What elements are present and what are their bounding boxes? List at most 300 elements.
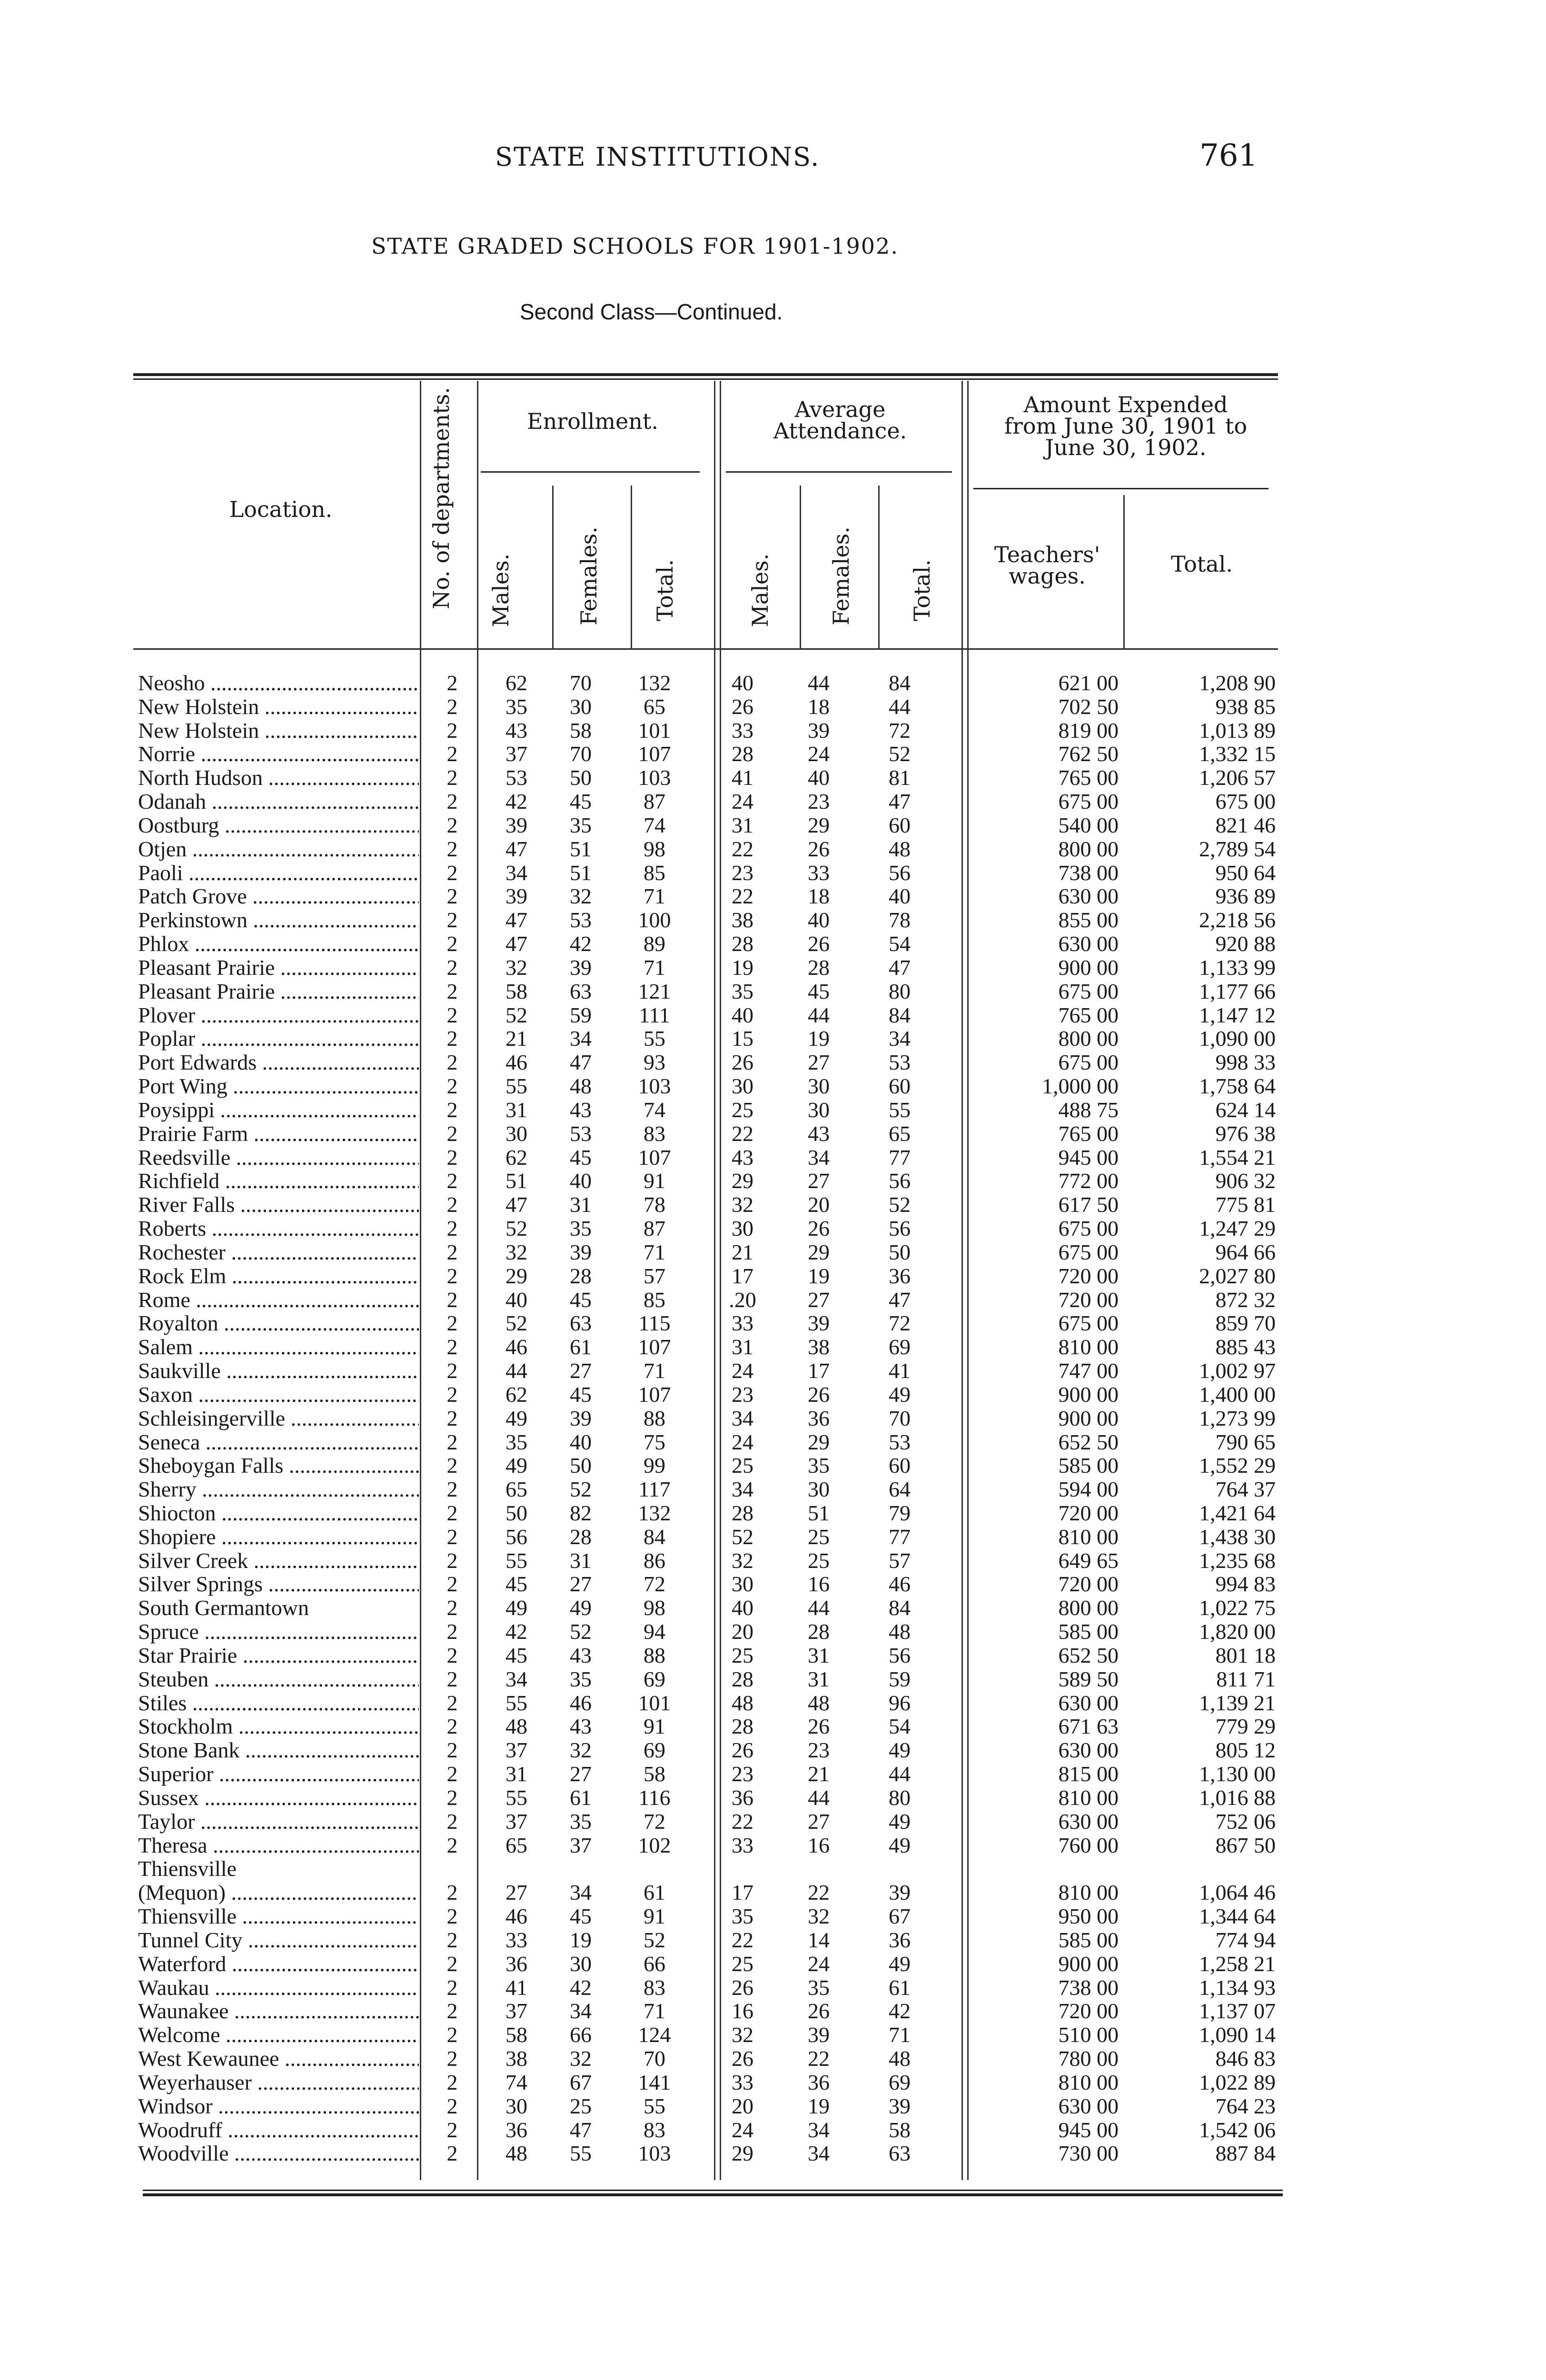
cell-at: 72 bbox=[889, 718, 911, 743]
cell-et: 55 bbox=[644, 2093, 665, 2118]
cell-ef: 32 bbox=[570, 1738, 592, 1763]
cell-total: 1,235 68 bbox=[1199, 1548, 1276, 1573]
cell-am: 41 bbox=[732, 765, 753, 790]
cell-dep: 2 bbox=[446, 1975, 458, 2000]
cell-am: 15 bbox=[732, 1026, 753, 1051]
cell-tw: 772 00 bbox=[1058, 1169, 1119, 1193]
cell-em: 35 bbox=[505, 694, 527, 719]
cell-tw: 510 00 bbox=[1058, 2023, 1119, 2047]
cell-am: 30 bbox=[732, 1216, 753, 1241]
cell-tw: 652 50 bbox=[1058, 1429, 1119, 1454]
cell-ef: 34 bbox=[570, 1999, 592, 2023]
cell-dep: 2 bbox=[446, 2070, 458, 2094]
cell-em: 39 bbox=[505, 884, 527, 909]
cell-tw: 617 50 bbox=[1058, 1192, 1119, 1217]
cell-tw: 760 00 bbox=[1058, 1833, 1119, 1857]
cell-et: 84 bbox=[644, 1524, 665, 1549]
cell-em: 50 bbox=[505, 1500, 527, 1525]
cell-et: 88 bbox=[644, 1406, 665, 1430]
cell-tw: 900 00 bbox=[1058, 955, 1119, 980]
cell-total: 2,789 54 bbox=[1199, 836, 1276, 861]
cell-et: 98 bbox=[644, 836, 665, 861]
cell-at: 48 bbox=[889, 2046, 911, 2071]
cell-location: Stone Bank ..... bbox=[138, 1738, 419, 1762]
cell-dep: 2 bbox=[446, 908, 458, 932]
cell-ef: 27 bbox=[570, 1572, 592, 1597]
cell-tw: 900 00 bbox=[1058, 1382, 1119, 1407]
cell-at: 63 bbox=[889, 2141, 911, 2166]
cell-af: 26 bbox=[808, 836, 830, 861]
cell-location: Sheboygan Falls ..... bbox=[138, 1454, 419, 1478]
cell-et: 101 bbox=[638, 718, 671, 743]
cell-total: 775 81 bbox=[1215, 1192, 1276, 1217]
cell-tw: 585 00 bbox=[1058, 1619, 1119, 1644]
col-rule-teachers bbox=[1123, 495, 1125, 650]
cell-total: 805 12 bbox=[1215, 1738, 1276, 1763]
cell-at: 60 bbox=[889, 813, 911, 837]
cell-tw: 945 00 bbox=[1058, 1145, 1119, 1170]
cell-total: 774 94 bbox=[1215, 1927, 1276, 1952]
cell-am: 25 bbox=[732, 1097, 753, 1122]
cell-et: 58 bbox=[644, 1762, 665, 1786]
cell-at: 34 bbox=[889, 1026, 911, 1051]
cell-dep: 2 bbox=[446, 1904, 458, 1929]
table-row bbox=[138, 2023, 1280, 2047]
cell-ef: 47 bbox=[570, 1050, 592, 1075]
cell-af: 34 bbox=[808, 2117, 830, 2142]
table-row bbox=[138, 884, 1280, 908]
cell-et: 103 bbox=[638, 1074, 671, 1099]
cell-et: 72 bbox=[644, 1809, 665, 1834]
cell-et: 71 bbox=[644, 1999, 665, 2023]
cell-af: 23 bbox=[808, 789, 830, 814]
cell-ef: 43 bbox=[570, 1714, 592, 1739]
cell-location: Thiensville bbox=[138, 1857, 237, 1881]
cell-total: 906 32 bbox=[1215, 1169, 1276, 1193]
cell-at: 49 bbox=[889, 1951, 911, 1976]
cell-location: Phlox ..... bbox=[138, 932, 419, 956]
cell-et: 78 bbox=[644, 1192, 665, 1217]
cell-em: 58 bbox=[505, 2023, 527, 2047]
table-row bbox=[138, 1857, 1280, 1881]
cell-total: 964 66 bbox=[1215, 1240, 1276, 1264]
cell-em: 36 bbox=[505, 1951, 527, 1976]
cell-ef: 30 bbox=[570, 1951, 592, 1976]
cell-af: 30 bbox=[808, 1074, 830, 1099]
cell-et: 75 bbox=[644, 1429, 665, 1454]
cell-dep: 2 bbox=[446, 2117, 458, 2142]
cell-em: 53 bbox=[505, 765, 527, 790]
cell-dep: 2 bbox=[446, 1263, 458, 1288]
cell-total: 1,542 06 bbox=[1199, 2117, 1276, 2142]
col-rule-att-females bbox=[878, 486, 880, 650]
cell-dep: 2 bbox=[446, 742, 458, 766]
table-row bbox=[138, 1003, 1280, 1027]
cell-total: 790 65 bbox=[1215, 1429, 1276, 1454]
cell-am: 28 bbox=[732, 1500, 753, 1525]
attendance-subrule bbox=[726, 471, 952, 473]
cell-em: 55 bbox=[505, 1690, 527, 1715]
cell-am: 35 bbox=[732, 979, 753, 1003]
cell-am: 26 bbox=[732, 1050, 753, 1075]
cell-ef: 48 bbox=[570, 1074, 592, 1099]
top-rule-thick bbox=[133, 373, 1278, 376]
table-row bbox=[138, 1667, 1280, 1691]
cell-ef: 67 bbox=[570, 2070, 592, 2094]
cell-at: 40 bbox=[889, 884, 911, 909]
cell-et: 98 bbox=[644, 1596, 665, 1620]
cell-et: 132 bbox=[638, 671, 671, 695]
cell-em: 30 bbox=[505, 2093, 527, 2118]
cell-af: 19 bbox=[808, 2093, 830, 2118]
table-row bbox=[138, 1786, 1280, 1810]
col-header-average-1: Average bbox=[794, 397, 886, 422]
cell-af: 27 bbox=[808, 1287, 830, 1312]
cell-location: Norrie ..... bbox=[138, 742, 419, 766]
cell-dep: 2 bbox=[446, 718, 458, 743]
cell-em: 31 bbox=[505, 1762, 527, 1786]
cell-location: Neosho ..... bbox=[138, 671, 419, 695]
cell-location: Taylor ..... bbox=[138, 1810, 419, 1834]
top-rule-thin bbox=[133, 378, 1278, 380]
cell-tw: 800 00 bbox=[1058, 836, 1119, 861]
cell-am: 20 bbox=[732, 1619, 753, 1644]
table-row bbox=[138, 1834, 1280, 1857]
cell-am: 26 bbox=[732, 1975, 753, 2000]
cell-location: Pleasant Prairie ..... bbox=[138, 980, 419, 1003]
cell-tw: 585 00 bbox=[1058, 1927, 1119, 1952]
cell-total: 1,133 99 bbox=[1199, 955, 1276, 980]
table-row bbox=[138, 1644, 1280, 1667]
cell-ef: 53 bbox=[570, 1121, 592, 1146]
cell-at: 46 bbox=[889, 1572, 911, 1597]
cell-ef: 35 bbox=[570, 813, 592, 837]
cell-et: 111 bbox=[639, 1002, 670, 1027]
cell-am: 32 bbox=[732, 1192, 753, 1217]
cell-em: 47 bbox=[505, 1192, 527, 1217]
cell-am: 24 bbox=[732, 1429, 753, 1454]
cell-et: 87 bbox=[644, 1216, 665, 1241]
col-header-att-total: Total. bbox=[909, 559, 935, 622]
cell-tw: 810 00 bbox=[1058, 2070, 1119, 2094]
cell-at: 77 bbox=[889, 1145, 911, 1170]
cell-tw: 945 00 bbox=[1058, 2117, 1119, 2142]
cell-at: 39 bbox=[889, 1880, 911, 1905]
cell-em: 46 bbox=[505, 1050, 527, 1075]
col-header-enroll-females: Females. bbox=[576, 526, 602, 625]
cell-total: 1,206 57 bbox=[1199, 765, 1276, 790]
cell-dep: 2 bbox=[446, 1762, 458, 1786]
cell-af: 51 bbox=[808, 1500, 830, 1525]
cell-et: 61 bbox=[644, 1880, 665, 1905]
cell-location: Steuben ..... bbox=[138, 1667, 419, 1691]
cell-am: 33 bbox=[732, 1311, 753, 1336]
cell-total: 675 00 bbox=[1215, 789, 1276, 814]
cell-af: 29 bbox=[808, 1240, 830, 1264]
cell-am: 33 bbox=[732, 2070, 753, 2094]
cell-location: Poplar ..... bbox=[138, 1027, 419, 1051]
cell-dep: 2 bbox=[446, 1002, 458, 1027]
cell-dep: 2 bbox=[446, 1359, 458, 1383]
cell-at: 36 bbox=[889, 1263, 911, 1288]
table-row bbox=[138, 1217, 1280, 1240]
cell-at: 49 bbox=[889, 1833, 911, 1857]
cell-tw: 630 00 bbox=[1058, 1738, 1119, 1763]
cell-dep: 2 bbox=[446, 1690, 458, 1715]
cell-am: 22 bbox=[732, 1121, 753, 1146]
cell-em: 33 bbox=[505, 1927, 527, 1952]
cell-at: 84 bbox=[889, 671, 911, 695]
table-row bbox=[138, 813, 1280, 837]
cell-at: 47 bbox=[889, 1287, 911, 1312]
cell-at: 53 bbox=[889, 1429, 911, 1454]
col-header-enroll-males: Males. bbox=[488, 553, 514, 627]
cell-location: Waunakee ..... bbox=[138, 1999, 419, 2023]
cell-tw: 762 50 bbox=[1058, 742, 1119, 766]
cell-ef: 52 bbox=[570, 1477, 592, 1502]
cell-ef: 35 bbox=[570, 1666, 592, 1691]
cell-at: 60 bbox=[889, 1453, 911, 1478]
cell-location: West Kewaunee ..... bbox=[138, 2047, 419, 2071]
cell-location: Plover ..... bbox=[138, 1003, 419, 1027]
cell-et: 88 bbox=[644, 1643, 665, 1667]
cell-total: 920 88 bbox=[1215, 932, 1276, 956]
cell-ef: 39 bbox=[570, 1406, 592, 1430]
cell-at: 72 bbox=[889, 1311, 911, 1336]
cell-af: 39 bbox=[808, 718, 830, 743]
cell-em: 74 bbox=[505, 2070, 527, 2094]
cell-af: 36 bbox=[808, 1406, 830, 1430]
cell-et: 52 bbox=[644, 1927, 665, 1952]
cell-tw: 950 00 bbox=[1058, 1904, 1119, 1929]
cell-location: Royalton ..... bbox=[138, 1311, 419, 1335]
table-row bbox=[138, 1572, 1280, 1596]
cell-et: 91 bbox=[644, 1714, 665, 1739]
cell-location: Roberts ..... bbox=[138, 1217, 419, 1240]
cell-location: Rock Elm ..... bbox=[138, 1264, 419, 1288]
cell-at: 65 bbox=[889, 1121, 911, 1146]
cell-tw: 675 00 bbox=[1058, 1050, 1119, 1075]
cell-af: 29 bbox=[808, 813, 830, 837]
cell-ef: 32 bbox=[570, 884, 592, 909]
cell-em: 39 bbox=[505, 813, 527, 837]
cell-total: 1,421 64 bbox=[1199, 1500, 1276, 1525]
cell-location: Paoli ..... bbox=[138, 861, 419, 885]
cell-tw: 540 00 bbox=[1058, 813, 1119, 837]
table-row bbox=[138, 742, 1280, 766]
cell-af: 22 bbox=[808, 2046, 830, 2071]
cell-ef: 35 bbox=[570, 1809, 592, 1834]
table-row bbox=[138, 1407, 1280, 1430]
cell-af: 24 bbox=[808, 742, 830, 766]
cell-total: 764 37 bbox=[1215, 1477, 1276, 1502]
cell-tw: 815 00 bbox=[1058, 1762, 1119, 1786]
cell-am: 22 bbox=[732, 1927, 753, 1952]
cell-at: 77 bbox=[889, 1524, 911, 1549]
cell-af: 40 bbox=[808, 765, 830, 790]
bottom-rule-thin bbox=[143, 2190, 1283, 2191]
cell-ef: 43 bbox=[570, 1643, 592, 1667]
cell-total: 1,147 12 bbox=[1199, 1002, 1276, 1027]
cell-et: 107 bbox=[638, 742, 671, 766]
cell-tw: 630 00 bbox=[1058, 1809, 1119, 1834]
cell-total: 872 32 bbox=[1215, 1287, 1276, 1312]
cell-total: 1,013 89 bbox=[1199, 718, 1276, 743]
table-row bbox=[138, 1264, 1280, 1288]
cell-total: 2,218 56 bbox=[1199, 908, 1276, 932]
bottom-rule-thick bbox=[143, 2193, 1283, 2196]
cell-dep: 2 bbox=[446, 1643, 458, 1667]
cell-total: 1,016 88 bbox=[1199, 1785, 1276, 1810]
cell-at: 53 bbox=[889, 1050, 911, 1075]
cell-total: 811 71 bbox=[1216, 1666, 1276, 1691]
cell-et: 117 bbox=[638, 1477, 671, 1502]
cell-ef: 35 bbox=[570, 1216, 592, 1241]
cell-em: 56 bbox=[505, 1524, 527, 1549]
cell-em: 36 bbox=[505, 2117, 527, 2142]
cell-af: 32 bbox=[808, 1904, 830, 1929]
cell-ef: 63 bbox=[570, 979, 592, 1003]
cell-at: 42 bbox=[889, 1999, 911, 2023]
cell-at: 36 bbox=[889, 1927, 911, 1952]
table-row bbox=[138, 1810, 1280, 1834]
cell-location: Woodville ..... bbox=[138, 2142, 419, 2165]
cell-af: 34 bbox=[808, 1145, 830, 1170]
cell-af: 44 bbox=[808, 1785, 830, 1810]
cell-em: 52 bbox=[505, 1216, 527, 1241]
cell-total: 1,344 64 bbox=[1199, 1904, 1276, 1929]
cell-total: 1,137 07 bbox=[1199, 1999, 1276, 2023]
cell-am: .20 bbox=[729, 1287, 756, 1312]
col-header-enrollment: Enrollment. bbox=[527, 408, 658, 434]
cell-tw: 810 00 bbox=[1058, 1335, 1119, 1359]
table-row bbox=[138, 1074, 1280, 1098]
cell-location: Welcome ..... bbox=[138, 2023, 419, 2047]
cell-at: 49 bbox=[889, 1382, 911, 1407]
cell-location: Sherry ..... bbox=[138, 1478, 419, 1501]
table-row bbox=[138, 1383, 1280, 1407]
cell-am: 22 bbox=[732, 836, 753, 861]
table-row bbox=[138, 1691, 1280, 1715]
cell-af: 26 bbox=[808, 1382, 830, 1407]
cell-et: 70 bbox=[644, 2046, 665, 2071]
cell-em: 55 bbox=[505, 1548, 527, 1573]
cell-at: 56 bbox=[889, 860, 911, 885]
cell-dep: 2 bbox=[446, 2046, 458, 2071]
cell-at: 67 bbox=[889, 1904, 911, 1929]
cell-dep: 2 bbox=[446, 1145, 458, 1170]
cell-et: 99 bbox=[644, 1453, 665, 1478]
cell-location: Seneca ..... bbox=[138, 1430, 419, 1454]
cell-et: 85 bbox=[644, 860, 665, 885]
table-row bbox=[138, 956, 1280, 980]
cell-ef: 61 bbox=[570, 1785, 592, 1810]
cell-location: Rome ..... bbox=[138, 1288, 419, 1312]
cell-ef: 51 bbox=[570, 836, 592, 861]
cell-dep: 2 bbox=[446, 1927, 458, 1952]
cell-location: River Falls ..... bbox=[138, 1193, 419, 1217]
cell-dep: 2 bbox=[446, 932, 458, 956]
cell-am: 17 bbox=[732, 1880, 753, 1905]
table-row bbox=[138, 719, 1280, 743]
cell-et: 101 bbox=[638, 1690, 671, 1715]
cell-af: 27 bbox=[808, 1809, 830, 1834]
cell-at: 69 bbox=[889, 2070, 911, 2094]
cell-af: 31 bbox=[808, 1666, 830, 1691]
cell-location: Woodruff ..... bbox=[138, 2118, 419, 2142]
cell-location: Prairie Farm ..... bbox=[138, 1122, 419, 1146]
table-row bbox=[138, 932, 1280, 956]
cell-location: Shiocton ..... bbox=[138, 1501, 419, 1525]
cell-em: 49 bbox=[505, 1596, 527, 1620]
cell-em: 62 bbox=[505, 1382, 527, 1407]
cell-et: 89 bbox=[644, 932, 665, 956]
cell-am: 33 bbox=[732, 1833, 753, 1857]
cell-af: 36 bbox=[808, 2070, 830, 2094]
col-header-amount-1: Amount Expended bbox=[1023, 392, 1228, 417]
cell-total: 801 18 bbox=[1215, 1643, 1276, 1667]
cell-ef: 39 bbox=[570, 1240, 592, 1264]
cell-am: 30 bbox=[732, 1572, 753, 1597]
cell-et: 132 bbox=[638, 1500, 671, 1525]
table-row bbox=[138, 1027, 1280, 1051]
cell-total: 1,554 21 bbox=[1199, 1145, 1276, 1170]
cell-total: 936 89 bbox=[1215, 884, 1276, 909]
cell-em: 29 bbox=[505, 1263, 527, 1288]
cell-tw: 738 00 bbox=[1058, 1975, 1119, 2000]
cell-dep: 2 bbox=[446, 1619, 458, 1644]
table-row bbox=[138, 1193, 1280, 1217]
cell-total: 1,273 99 bbox=[1199, 1406, 1276, 1430]
cell-location: Port Wing ..... bbox=[138, 1074, 419, 1098]
cell-em: 62 bbox=[505, 1145, 527, 1170]
cell-et: 74 bbox=[644, 1097, 665, 1122]
cell-ef: 52 bbox=[570, 1619, 592, 1644]
cell-et: 83 bbox=[644, 2117, 665, 2142]
cell-at: 60 bbox=[889, 1074, 911, 1099]
cell-af: 39 bbox=[808, 1311, 830, 1336]
cell-am: 30 bbox=[732, 1074, 753, 1099]
cell-ef: 34 bbox=[570, 1026, 592, 1051]
cell-dep: 2 bbox=[446, 765, 458, 790]
cell-total: 1,139 21 bbox=[1199, 1690, 1276, 1715]
cell-em: 31 bbox=[505, 1097, 527, 1122]
cell-ef: 63 bbox=[570, 1311, 592, 1336]
cell-ef: 49 bbox=[570, 1596, 592, 1620]
cell-location: Poysippi ..... bbox=[138, 1098, 419, 1122]
cell-ef: 32 bbox=[570, 2046, 592, 2071]
cell-tw: 738 00 bbox=[1058, 860, 1119, 885]
cell-dep: 2 bbox=[446, 1999, 458, 2023]
table-body bbox=[138, 671, 1280, 2165]
col-header-location: Location. bbox=[229, 496, 333, 522]
cell-dep: 2 bbox=[446, 1809, 458, 1834]
table-row bbox=[138, 1738, 1280, 1762]
cell-et: 83 bbox=[644, 1975, 665, 2000]
table-row bbox=[138, 1051, 1280, 1074]
cell-tw: 652 50 bbox=[1058, 1643, 1119, 1667]
cell-total: 779 29 bbox=[1215, 1714, 1276, 1739]
cell-am: 19 bbox=[732, 955, 753, 980]
cell-am: 17 bbox=[732, 1263, 753, 1288]
col-rule-females bbox=[631, 486, 632, 650]
cell-af: 40 bbox=[808, 908, 830, 932]
cell-location: Otjen ..... bbox=[138, 837, 419, 861]
cell-total: 1,022 89 bbox=[1199, 2070, 1276, 2094]
cell-af: 30 bbox=[808, 1097, 830, 1122]
cell-dep: 2 bbox=[446, 1951, 458, 1976]
cell-ef: 61 bbox=[570, 1335, 592, 1359]
